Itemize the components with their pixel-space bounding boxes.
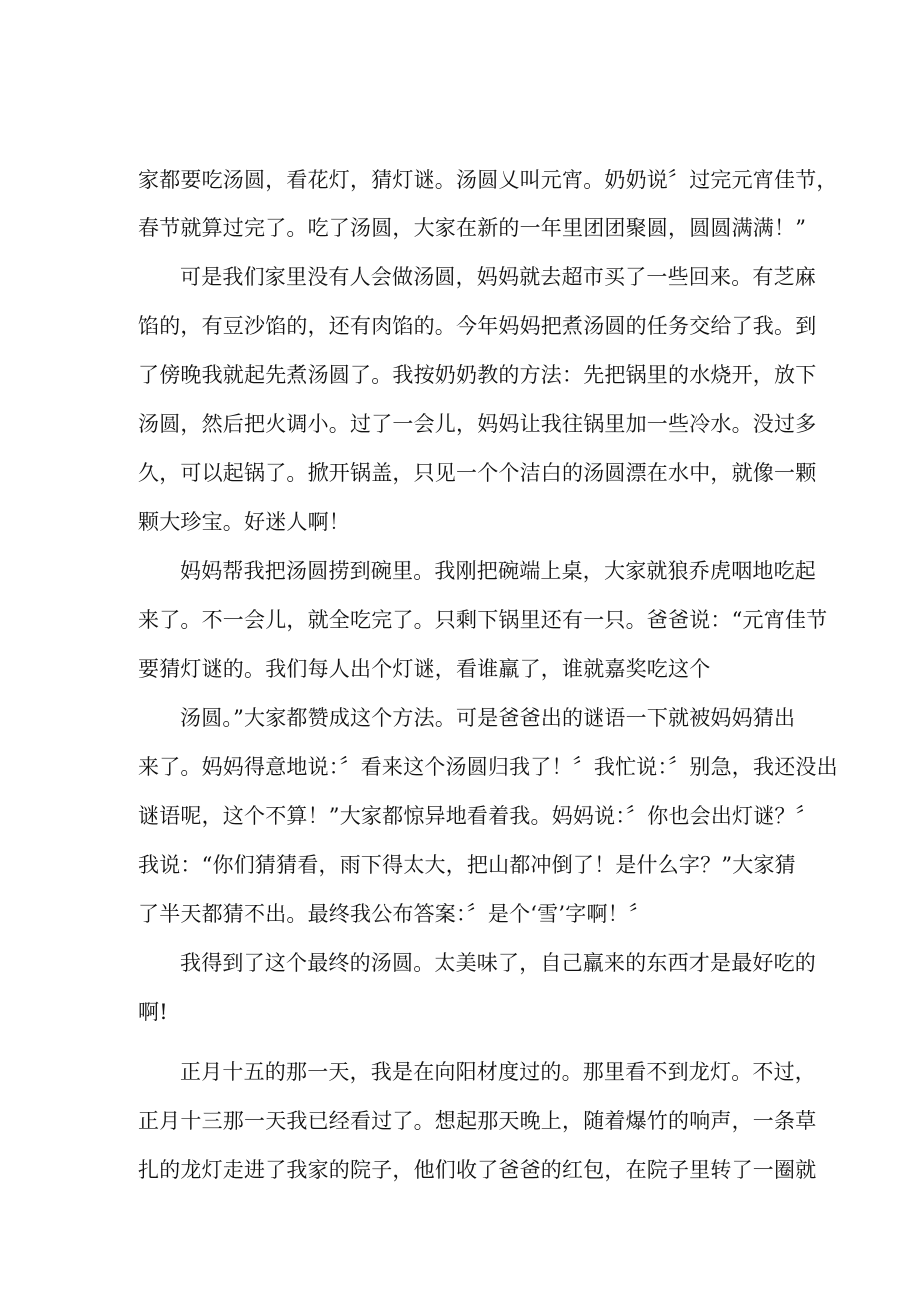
text-line: 家都要吃汤圆，看花灯，猜灯谜。汤圆乂叫元宵。奶奶说〞过完元宵佳节， bbox=[138, 168, 838, 192]
text-line: 了半天都猜不出。最终我公布答案：〞是个‘雪’字啊！〞 bbox=[138, 902, 651, 926]
text-line: 来了。妈妈得意地说：〞看来这个汤圆归我了！〞我忙说：〞别急，我还没出 bbox=[138, 755, 838, 779]
text-line: 汤圆，然后把火调小。过了一会儿，妈妈让我往锅里加一些冷水。没过多 bbox=[138, 412, 817, 436]
paragraph-first-line: 可是我们家里没有人会做汤圆，妈妈就去超市买了一些回来。有芝麻 bbox=[180, 265, 816, 289]
paragraph-first-line: 我得到了这个最终的汤圆。太美味了，自己羸来的东西才是最好吃的 bbox=[180, 951, 816, 975]
text-line: 啊! bbox=[138, 1000, 168, 1024]
text-line: 我说：“你们猜猜看，雨下得太大，把山都冲倒了！是什么字？”大家猜 bbox=[138, 853, 796, 877]
text-line: 馅的，有豆沙馅的，还有肉馅的。今年妈妈把煮汤圆的任务交给了我。到 bbox=[138, 314, 817, 338]
paragraph-first-line: 汤圆。”大家都赞成这个方法。可是爸爸出的谜语一下就被妈妈猜出 bbox=[180, 706, 796, 730]
text-line: 了傍晚我就起先煮汤圆了。我按奶奶教的方法：先把锅里的水烧开，放下 bbox=[138, 363, 817, 387]
paragraph-first-line: 正月十五的那一天，我是在向阳材度过的。那里看不到龙灯。不过， bbox=[180, 1060, 816, 1084]
text-line: 谜语呢，这个不算！”大家都惊异地看着我。妈妈说：〞你也会出灯谜？〞 bbox=[138, 804, 817, 828]
text-line: 扎的龙灯走进了我家的院子，他们收了爸爸的红包，在院子里转了一圈就 bbox=[138, 1158, 817, 1182]
text-line: 久，可以起锅了。掀开锅盖，只见一个个洁白的汤圆漂在水中，就像一颗 bbox=[138, 461, 817, 485]
text-line: 春节就算过完了。吃了汤圆，大家在新的一年里团团聚圆，圆圆满满！” bbox=[138, 216, 807, 240]
text-line: 正月十三那一天我已经看过了。想起那天晚上，随着爆竹的响声，一条草 bbox=[138, 1109, 817, 1133]
text-line: 来了。不一会儿，就全吃完了。只剩下锅里还有一只。爸爸说：“元宵佳节 bbox=[138, 608, 828, 632]
text-line: 要猜灯谜的。我们每人出个灯谜，看谁羸了，谁就嘉奖吃这个 bbox=[138, 657, 711, 681]
text-line: 颗大珍宝。好迷人啊！ bbox=[138, 510, 350, 534]
paragraph-first-line: 妈妈帮我把汤圆捞到碗里。我刚把碗端上桌，大家就狼乔虎咽地吃起 bbox=[180, 559, 816, 583]
